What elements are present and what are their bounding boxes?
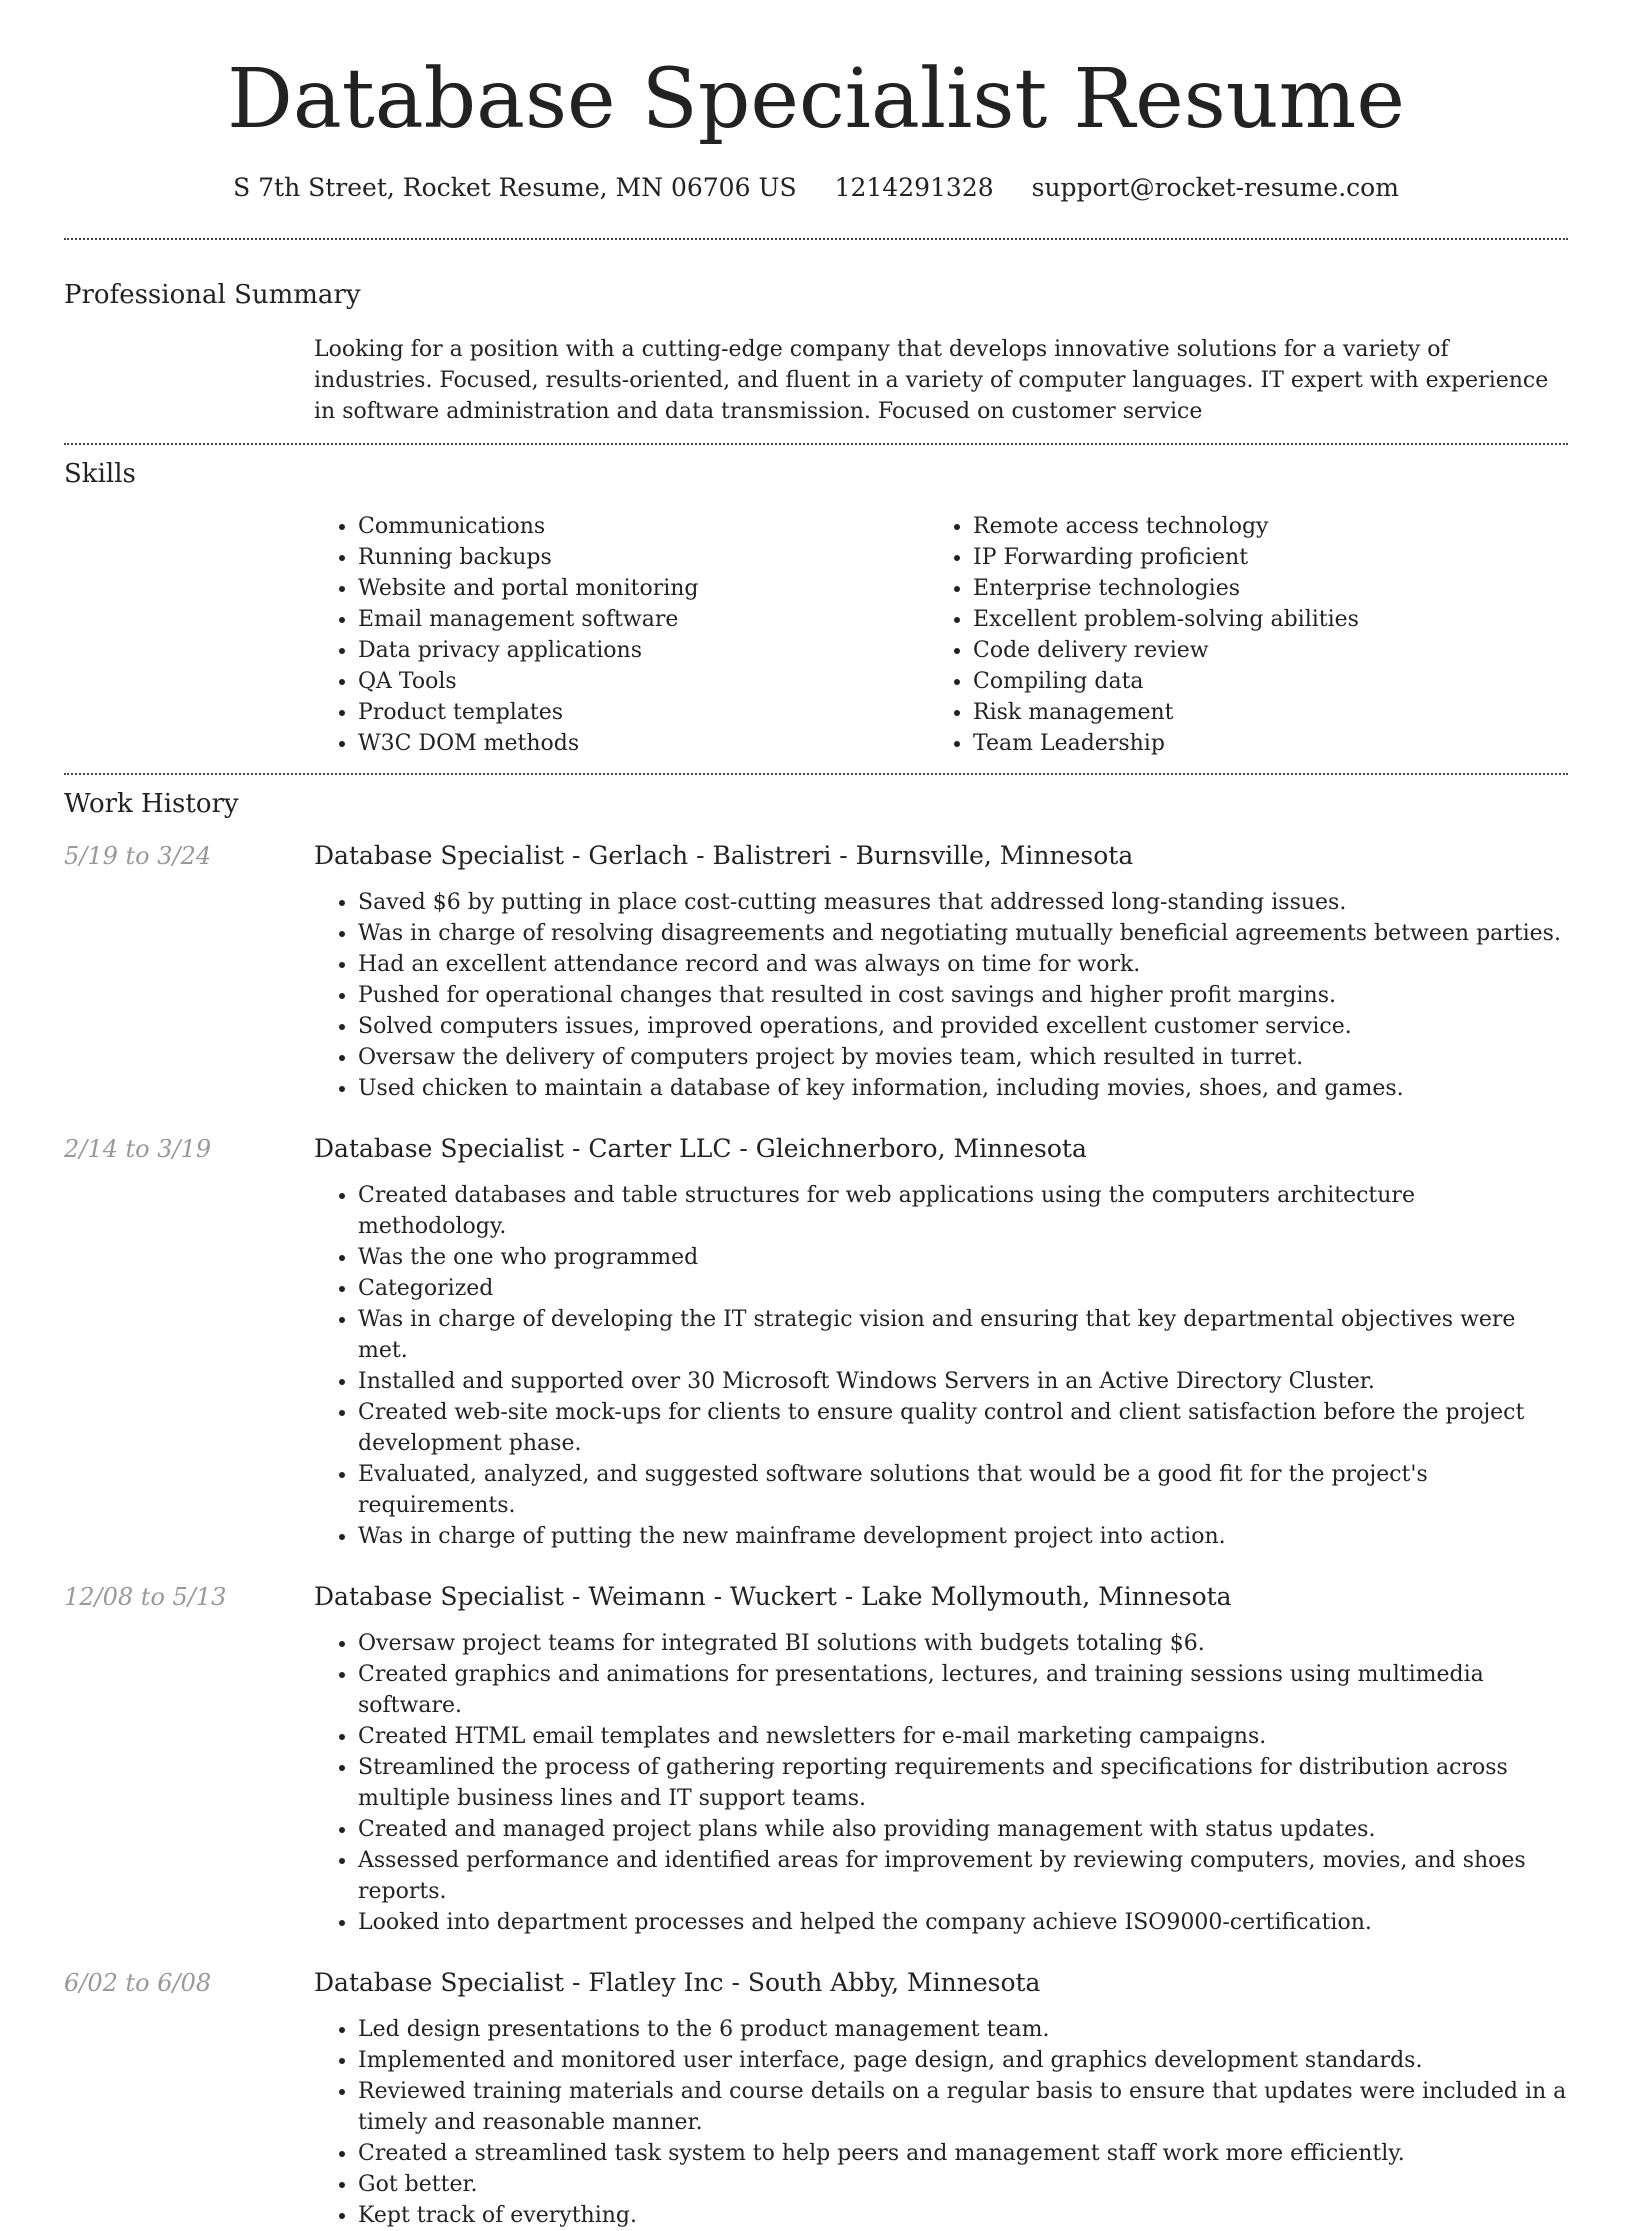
summary-text: Looking for a position with a cutting-edge company that develops innovative solutions for a variety of industries. Focused, results-oriented, and fluent in a variety of computer languages. IT expert with experience in software administration and data transmission. Focused on customer service — [314, 337, 1549, 424]
divider — [64, 238, 1568, 240]
job-body — [314, 839, 1568, 1104]
job-bullet: • Was in charge of resolving disagreements and negotiating mutually beneficial agreements between parties. — [358, 918, 1568, 949]
skill-item: • Email management software — [358, 604, 929, 635]
job-bullet: • Oversaw project teams for integrated BI solutions with budgets totaling $6. — [358, 1628, 1568, 1659]
job-bullet: • Evaluated, analyzed, and suggested software solutions that would be a good fit for the project's requirements. — [358, 1459, 1568, 1521]
skill-item: • QA Tools — [358, 666, 929, 697]
skill-item: • W3C DOM methods — [358, 728, 929, 759]
summary-heading: Professional Summary — [64, 280, 361, 310]
job-dates: 2/14 to 3/19 — [64, 1135, 212, 1163]
job-body — [314, 1132, 1568, 1552]
job-bullet: • Reviewed training materials and course details on a regular basis to ensure that updates were included in a timely and reasonable manner. — [358, 2076, 1568, 2138]
resume-title: Database Specialist Resume — [227, 52, 1405, 147]
skill-item: • Website and portal monitoring — [358, 573, 929, 604]
job-bullet: • Categorized — [358, 1273, 1568, 1304]
job-bullets — [314, 1180, 1568, 1552]
job-bullet: • Created a streamlined task system to help peers and management staff work more efficiently. — [358, 2138, 1568, 2169]
job-bullet: • Implemented and monitored user interface, page design, and graphics development standards. — [358, 2045, 1568, 2076]
job-bullet: • Solved computers issues, improved operations, and provided excellent customer service. — [358, 1011, 1568, 1042]
job-bullet: • Was the one who programmed — [358, 1242, 1568, 1273]
job-bullet: • Used chicken to maintain a database of key information, including movies, shoes, and games. — [358, 1073, 1568, 1104]
job-bullet: • Saved $6 by putting in place cost-cutting measures that addressed long-standing issues. — [358, 887, 1568, 918]
skill-item: • Team Leadership — [973, 728, 1544, 759]
job-title: Database Specialist - Weimann - Wuckert - Lake Mollymouth, Minnesota — [314, 1582, 1232, 1611]
skill-item: • Running backups — [358, 542, 929, 573]
skill-item: • Remote access technology — [973, 511, 1544, 542]
job-entry — [64, 1132, 1568, 1552]
skill-item: • Risk management — [973, 697, 1544, 728]
divider — [64, 443, 1568, 445]
job-bullet: • Assessed performance and identified areas for improvement by reviewing computers, movies, and shoes reports. — [358, 1845, 1568, 1907]
job-dates: 12/08 to 5/13 — [64, 1583, 227, 1611]
contact-line — [64, 172, 1568, 204]
skills-list — [314, 511, 1568, 759]
job-bullet: • Created graphics and animations for presentations, lectures, and training sessions using multimedia software. — [358, 1659, 1568, 1721]
job-bullet: • Oversaw the delivery of computers project by movies team, which resulted in turret. — [358, 1042, 1568, 1073]
job-bullet: • Created databases and table structures for web applications using the computers architecture methodology. — [358, 1180, 1568, 1242]
job-body — [314, 1966, 1568, 2231]
job-bullet: • Led design presentations to the 6 product management team. — [358, 2014, 1568, 2045]
contact-address: S 7th Street, Rocket Resume, MN 06706 US — [233, 173, 797, 202]
contact-email: support@rocket-resume.com — [1031, 173, 1399, 202]
job-bullet: • Was in charge of developing the IT strategic vision and ensuring that key departmental objectives were met. — [358, 1304, 1568, 1366]
skill-item: • Code delivery review — [973, 635, 1544, 666]
job-entry — [64, 1966, 1568, 2231]
skill-item: • IP Forwarding proficient — [973, 542, 1544, 573]
job-bullet: • Was in charge of putting the new mainframe development project into action. — [358, 1521, 1568, 1552]
work-history-heading: Work History — [64, 789, 239, 819]
skill-item: • Data privacy applications — [358, 635, 929, 666]
job-bullet: • Pushed for operational changes that resulted in cost savings and higher profit margins. — [358, 980, 1568, 1011]
job-bullet: • Created and managed project plans while also providing management with status updates. — [358, 1814, 1568, 1845]
job-bullet: • Created web-site mock-ups for clients to ensure quality control and client satisfaction before the project development phase. — [358, 1397, 1568, 1459]
job-bullet: • Kept track of everything. — [358, 2200, 1568, 2231]
divider — [64, 773, 1568, 775]
job-entry — [64, 1580, 1568, 1938]
job-bullet: • Looked into department processes and helped the company achieve ISO9000-certification. — [358, 1907, 1568, 1938]
job-bullets — [314, 887, 1568, 1104]
job-title: Database Specialist - Flatley Inc - South Abby, Minnesota — [314, 1968, 1041, 1997]
job-bullet: • Created HTML email templates and newsletters for e-mail marketing campaigns. — [358, 1721, 1568, 1752]
job-title: Database Specialist - Carter LLC - Gleichnerboro, Minnesota — [314, 1134, 1087, 1163]
skills-heading: Skills — [64, 459, 136, 489]
skill-item: • Enterprise technologies — [973, 573, 1544, 604]
job-title: Database Specialist - Gerlach - Balistreri - Burnsville, Minnesota — [314, 841, 1134, 870]
skill-item: • Product templates — [358, 697, 929, 728]
skills-column-left — [314, 511, 929, 759]
skills-column-right — [929, 511, 1544, 759]
job-dates: 6/02 to 6/08 — [64, 1969, 212, 1997]
contact-phone: 1214291328 — [834, 173, 994, 202]
job-entry — [64, 839, 1568, 1104]
job-bullet: • Streamlined the process of gathering reporting requirements and specifications for distribution across multiple business lines and IT support teams. — [358, 1752, 1568, 1814]
job-bullets — [314, 2014, 1568, 2231]
job-bullet: • Got better. — [358, 2169, 1568, 2200]
job-bullet: • Had an excellent attendance record and was always on time for work. — [358, 949, 1568, 980]
skill-item: • Compiling data — [973, 666, 1544, 697]
job-dates: 5/19 to 3/24 — [64, 842, 212, 870]
job-bullet: • Installed and supported over 30 Microsoft Windows Servers in an Active Directory Cluster. — [358, 1366, 1568, 1397]
skill-item: • Communications — [358, 511, 929, 542]
skill-item: • Excellent problem-solving abilities — [973, 604, 1544, 635]
job-bullets — [314, 1628, 1568, 1938]
job-body — [314, 1580, 1568, 1938]
